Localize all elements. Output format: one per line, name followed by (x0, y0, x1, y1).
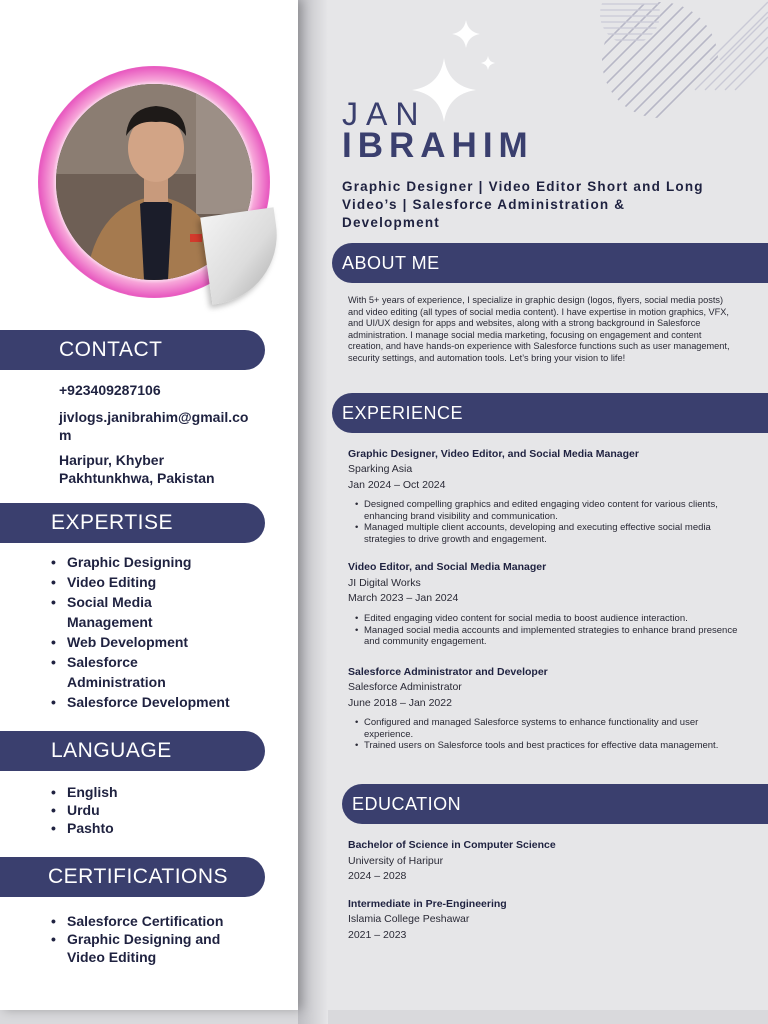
email-address[interactable]: jivlogs.janibrahim@gmail.com (59, 409, 249, 443)
language-list (51, 783, 251, 837)
education-dates: 2024 – 2028 (348, 870, 407, 882)
list-item: • Salesforce Administration (51, 652, 191, 692)
degree-title: Bachelor of Science in Computer Science (348, 839, 556, 851)
job-title: Graphic Designer, Video Editor, and Social Media Manager (348, 448, 639, 460)
education-dates: 2021 – 2023 (348, 929, 407, 941)
last-name: IBRAHIM (342, 126, 534, 165)
job-bullets (356, 717, 746, 752)
list-item: • Urdu (51, 801, 251, 819)
school-name: University of Haripur (348, 855, 444, 867)
column-shadow (298, 0, 328, 1024)
contact-heading (0, 330, 265, 370)
expertise-list (51, 552, 261, 712)
headline: Graphic Designer | Video Editor Short and Long Video’s | Salesforce Administration & Development (342, 179, 704, 230)
job-company: JI Digital Works (348, 577, 421, 589)
list-item: • Managed multiple client accounts, developing and executing effective social media strategies to drive growth and engagement. (356, 522, 746, 545)
sidebar (0, 0, 298, 1010)
list-item: • Social Media Management (51, 592, 191, 632)
list-item: • Video Editing (51, 572, 261, 592)
language-heading-label: LANGUAGE (51, 739, 172, 762)
list-item: • Configured and managed Salesforce systems to enhance functionality and user experience. (356, 717, 746, 740)
education-heading (342, 784, 768, 824)
list-item: • Trained users on Salesforce tools and best practices for effective data management. (356, 740, 746, 752)
experience-heading-label: EXPERIENCE (342, 402, 464, 423)
job-dates: Jan 2024 – Oct 2024 (348, 479, 446, 491)
experience-heading (332, 393, 768, 433)
certifications-heading (0, 857, 265, 897)
list-item: • Managed social media accounts and implemented strategies to enhance brand presence and community engagement. (356, 625, 746, 648)
first-name: JAN (342, 96, 427, 132)
job-company: Sparking Asia (348, 463, 413, 475)
list-item: • Edited engaging video content for social media to boost audience interaction. (356, 613, 746, 625)
education-heading-label: EDUCATION (352, 793, 462, 814)
job-bullets (356, 613, 746, 648)
job-title: Video Editor, and Social Media Manager (348, 561, 547, 573)
certifications-heading-label: CERTIFICATIONS (48, 865, 229, 888)
profile-photo-frame (38, 66, 278, 306)
list-item: • Salesforce Certification (51, 912, 261, 930)
list-item: • English (51, 783, 251, 801)
decorative-lines (600, 0, 768, 140)
degree-title: Intermediate in Pre-Engineering (348, 898, 507, 910)
list-item: • Pashto (51, 819, 251, 837)
list-item: • Designed compelling graphics and edited engaging video content for various clients, enhancing brand visibility and communication. (356, 499, 746, 522)
about-heading (332, 243, 768, 283)
page-curl (200, 207, 286, 304)
job-title: Salesforce Administrator and Developer (348, 666, 548, 678)
list-item: • Graphic Designing and Video Editing (51, 930, 251, 966)
job-dates: March 2023 – Jan 2024 (348, 592, 459, 604)
expertise-heading-label: EXPERTISE (51, 511, 173, 534)
certifications-list (51, 912, 261, 966)
list-item: • Web Development (51, 632, 261, 652)
phone-number[interactable]: +923409287106 (59, 382, 161, 398)
about-text: With 5+ years of experience, I specialize in graphic design (logos, flyers, social media posts) and video editing (all types of social media content). I have expertise in motion graphics, VFX, and UI/UX design for apps and websites, along with a strong background in Salesforce administration. I manage social media marketing, focusing on engagement and content creation, and have hands-on experience with Salesforce functions such as user management, security settings, and automation tools. Let’s bring your vision to life! (348, 295, 730, 363)
location: Haripur, Khyber Pakhtunkhwa, Pakistan (59, 452, 215, 486)
bottom-strip (0, 1010, 768, 1024)
expertise-heading (0, 503, 265, 543)
school-name: Islamia College Peshawar (348, 913, 470, 925)
about-heading-label: ABOUT ME (342, 252, 440, 273)
list-item: • Graphic Designing (51, 552, 261, 572)
job-bullets (356, 499, 746, 545)
contact-heading-label: CONTACT (59, 338, 163, 361)
language-heading (0, 731, 265, 771)
list-item: • Salesforce Development (51, 692, 261, 712)
job-company: Salesforce Administrator (348, 681, 462, 693)
job-dates: June 2018 – Jan 2022 (348, 697, 452, 709)
